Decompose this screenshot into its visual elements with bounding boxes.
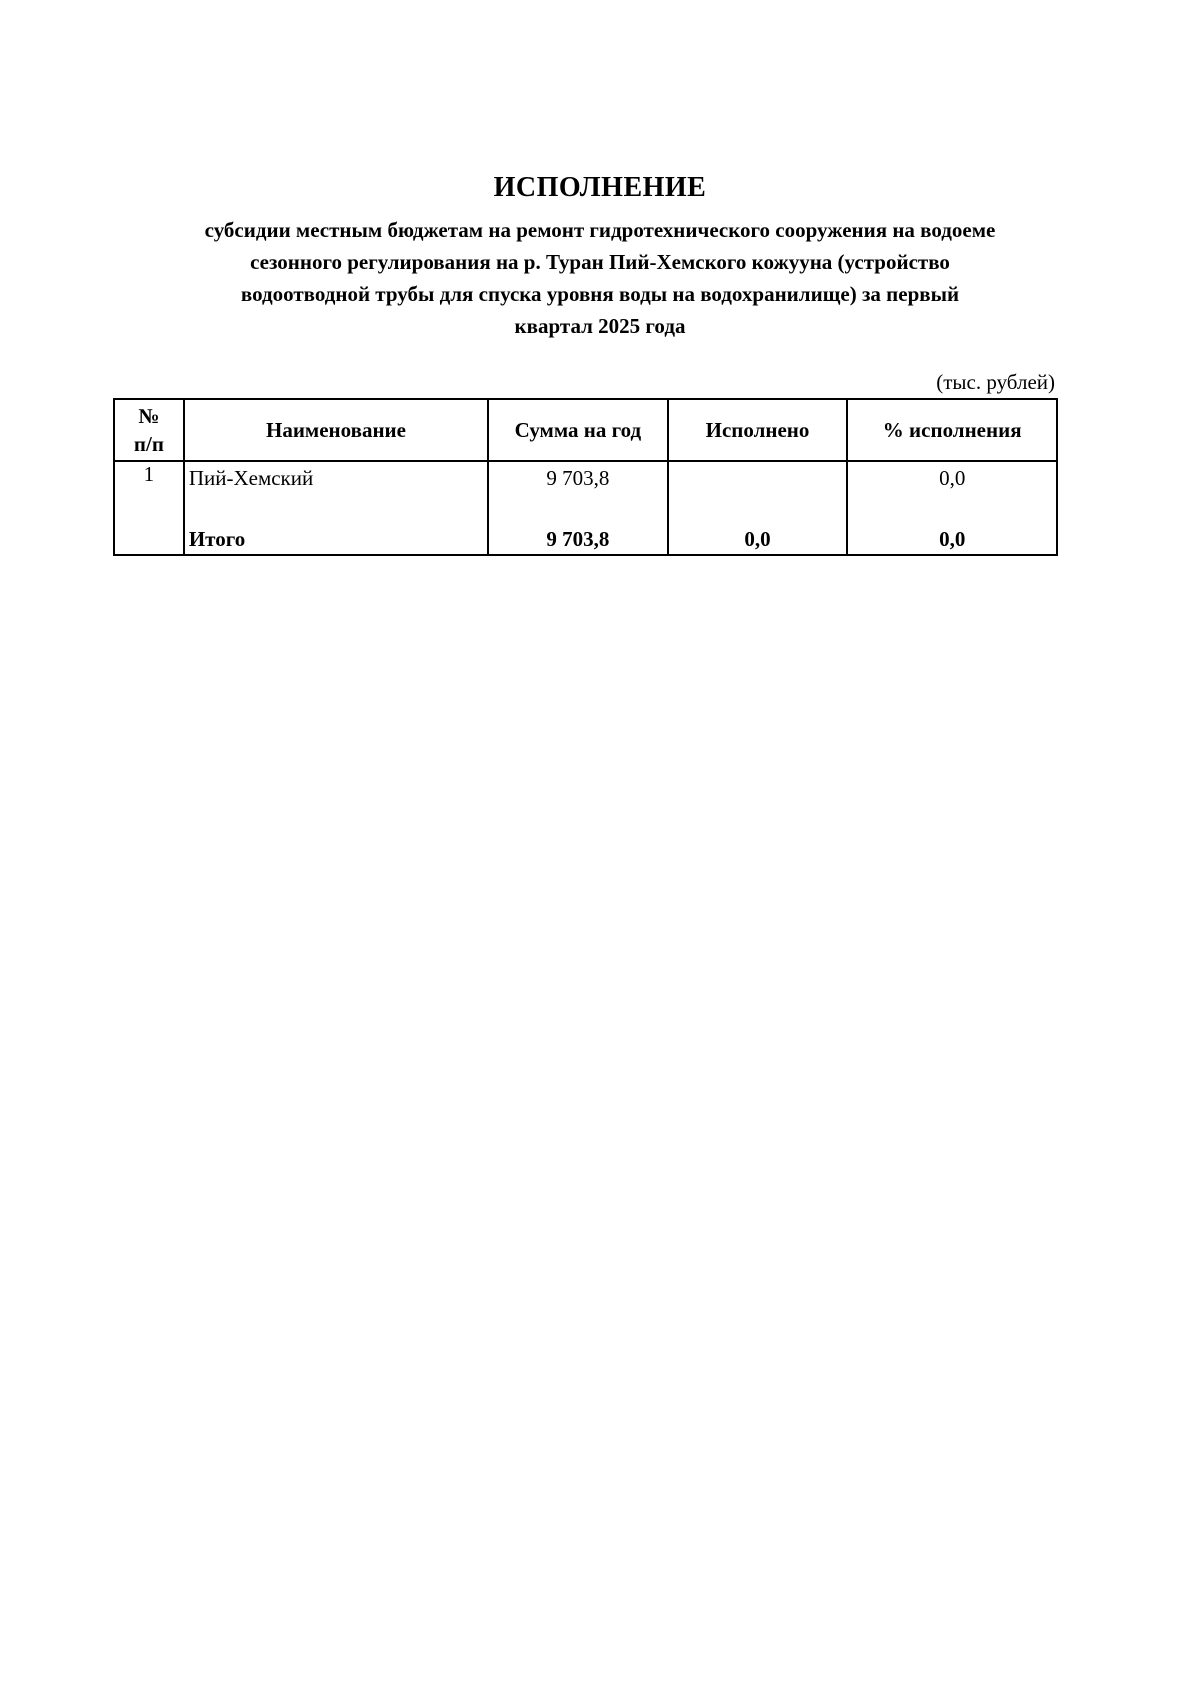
row-annual-sum: 9 703,8: [488, 461, 668, 518]
total-row: [114, 518, 1057, 555]
header-number-abbr: п/п: [133, 432, 164, 456]
row-executed: [668, 461, 848, 518]
header-annual-sum: Сумма на год: [488, 399, 668, 461]
header-executed: Исполнено: [668, 399, 848, 461]
header-execution-percent: % исполнения: [847, 399, 1057, 461]
subtitle-line: водоотводной трубы для спуска уровня воды на водохранилище) за первый: [240, 282, 960, 306]
table-row: [114, 461, 1057, 518]
row-execution-percent: 0,0: [847, 461, 1057, 518]
units-note: (тыс. рублей): [936, 370, 1055, 394]
table-header-row: [114, 399, 1057, 461]
total-annual-sum: 9 703,8: [488, 518, 668, 555]
subtitle-line: квартал 2025 года: [514, 314, 686, 338]
total-executed: 0,0: [668, 518, 848, 555]
execution-table: [113, 398, 1058, 556]
header-number: [114, 399, 184, 461]
row-number: 1: [114, 461, 184, 555]
row-name: Пий-Хемский: [184, 461, 488, 518]
total-execution-percent: 0,0: [847, 518, 1057, 555]
header-name: Наименование: [184, 399, 488, 461]
subtitle-line: сезонного регулирования на р. Туран Пий-Хемского кожууна (устройство: [250, 250, 950, 274]
document-title: ИСПОЛНЕНИЕ: [493, 172, 707, 203]
total-label: Итого: [184, 518, 488, 555]
document-subtitle: [110, 214, 1090, 342]
subtitle-line: субсидии местным бюджетам на ремонт гидротехнического сооружения на водоеме: [204, 218, 996, 242]
header-number-symbol: №: [138, 404, 160, 428]
